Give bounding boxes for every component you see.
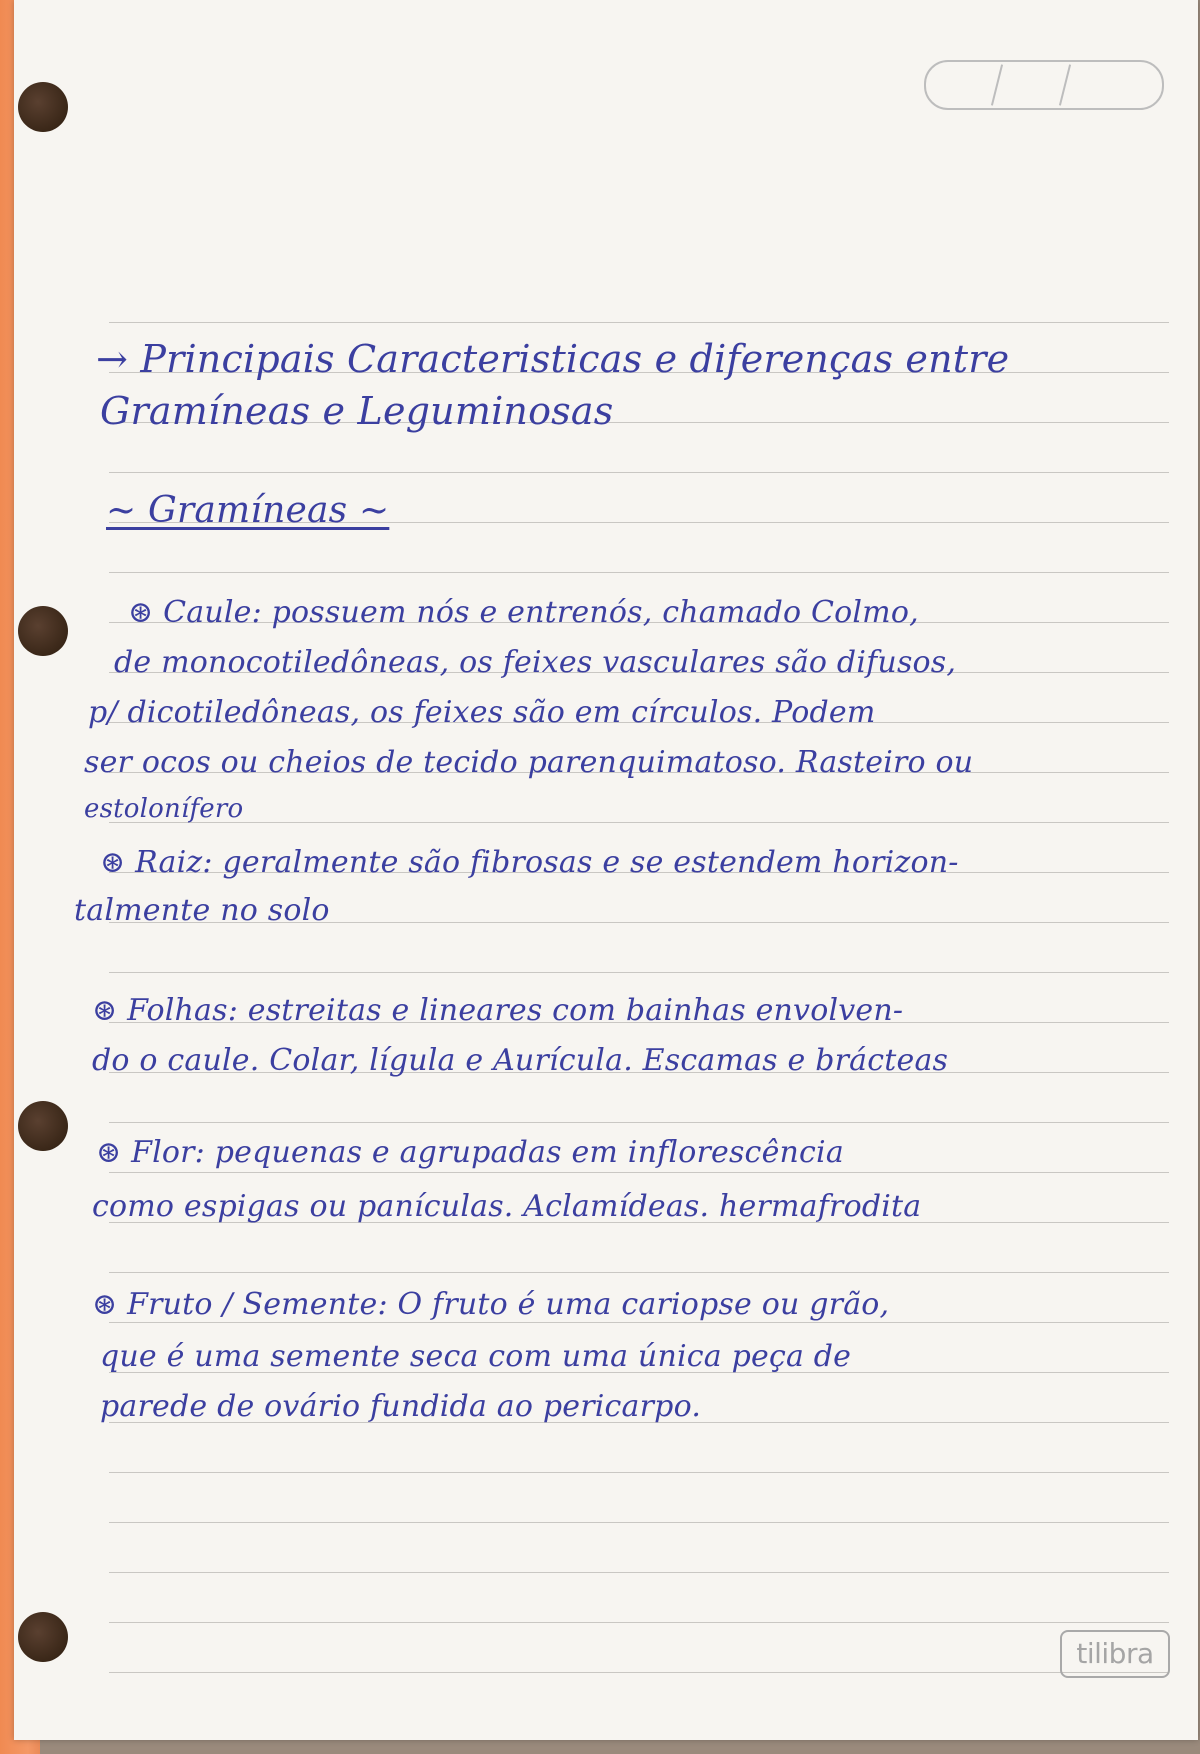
- ruled-line: [109, 1522, 1169, 1523]
- date-divider: [1059, 64, 1071, 105]
- ruled-line: [109, 1572, 1169, 1573]
- date-field-box: [924, 60, 1164, 110]
- caule-line-3: p/ dicotiledôneas, os feixes são em círculos. Podem: [88, 695, 876, 730]
- ruled-line: [109, 1622, 1169, 1623]
- ruled-line: [109, 1122, 1169, 1123]
- caule-line-4: ser ocos ou cheios de tecido parenquimatoso. Rasteiro ou: [84, 745, 974, 780]
- ruled-line: [109, 572, 1169, 573]
- brand-logo: tilibra: [1060, 1630, 1170, 1678]
- caule-line-2: de monocotiledôneas, os feixes vasculares são difusos,: [114, 645, 957, 680]
- ruled-line: [109, 822, 1169, 823]
- binder-hole: [18, 1101, 68, 1151]
- flor-line-2: como espigas ou panículas. Aclamídeas. hermafrodita: [92, 1189, 922, 1224]
- date-divider: [991, 64, 1003, 105]
- binder-hole: [18, 606, 68, 656]
- raiz-line-1: ⊛ Raiz: geralmente são fibrosas e se estendem horizon-: [100, 845, 959, 880]
- ruled-line: [109, 972, 1169, 973]
- ruled-line: [109, 1172, 1169, 1173]
- section-title-text: ~ Gramíneas ~: [106, 490, 390, 531]
- heading-line-2: Gramíneas e Leguminosas: [100, 389, 614, 433]
- folhas-line-1: ⊛ Folhas: estreitas e lineares com bainhas envolven-: [92, 993, 904, 1028]
- ruled-line: [109, 1672, 1169, 1673]
- fruto-line-1: ⊛ Fruto / Semente: O fruto é uma cariopse ou grão,: [92, 1287, 890, 1322]
- section-title: [106, 490, 390, 531]
- binder-hole: [18, 82, 68, 132]
- heading-line-1: → Principais Caracteristicas e diferenças entre: [96, 337, 1010, 381]
- fruto-line-3: parede de ovário fundida ao pericarpo.: [100, 1389, 702, 1424]
- binder-hole: [18, 1612, 68, 1662]
- ruled-line: [109, 472, 1169, 473]
- caule-line-5: estolonífero: [84, 794, 244, 824]
- flor-line-1: ⊛ Flor: pequenas e agrupadas em inflorescência: [96, 1135, 844, 1170]
- fruto-line-2: que é uma semente seca com uma única peça de: [100, 1339, 852, 1374]
- folhas-line-2: do o caule. Colar, lígula e Aurícula. Escamas e brácteas: [92, 1043, 949, 1078]
- ruled-line: [109, 1272, 1169, 1273]
- ruled-line: [109, 1472, 1169, 1473]
- ruled-line: [109, 322, 1169, 323]
- raiz-line-2: talmente no solo: [74, 893, 330, 928]
- ruled-line: [109, 1322, 1169, 1323]
- caule-line-1: ⊛ Caule: possuem nós e entrenós, chamado Colmo,: [128, 595, 919, 630]
